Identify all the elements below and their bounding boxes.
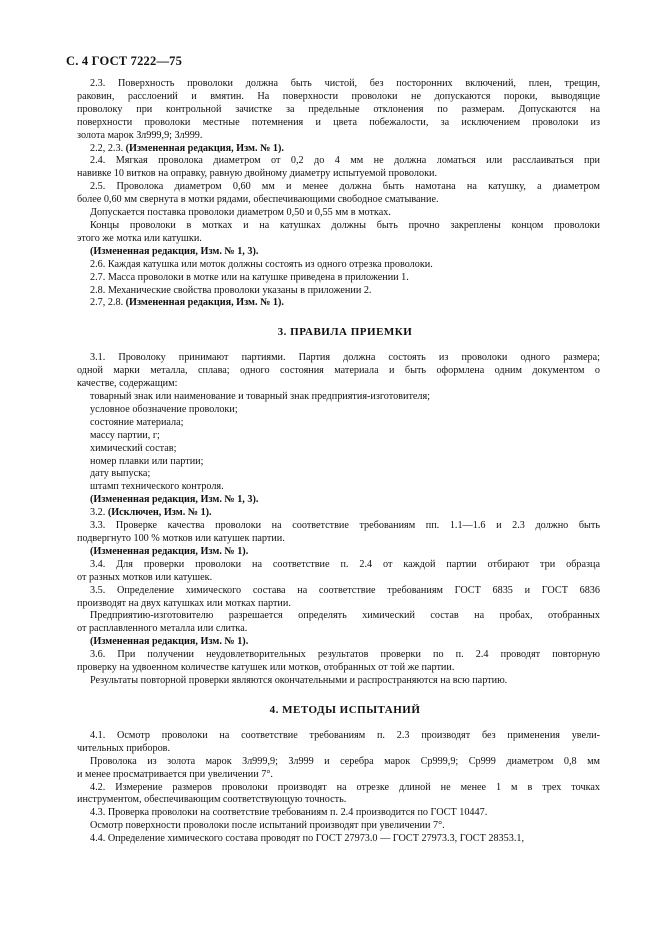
text-line: 4.1. Осмотр проволоки на соответствие требованиям п. 2.3 производят без применения увели-: [90, 729, 600, 741]
amendment-prefix: 2.2, 2.3.: [90, 142, 124, 154]
clause-2-7: 2.7. Масса проволоки в мотке или на катушке приведена в приложении 1.: [90, 271, 409, 283]
list-item: условное обозначение проволоки;: [90, 403, 238, 415]
amendment-note: [90, 297, 600, 310]
clause-2-3: [77, 78, 600, 143]
clause-3-1: [77, 352, 600, 391]
amendment-note: (Измененная редакция, Изм. № 1, 3).: [90, 494, 259, 506]
text-line: 3.1. Проволоку принимают партиями. Партия должна состоять из проволоки одного размера;: [90, 352, 600, 364]
amendment-text: (Измененная редакция, Изм. № 1).: [125, 142, 284, 154]
list-item: номер плавки или партии;: [90, 455, 204, 467]
text-line: навивке 10 витков на оправку, равную двойному диаметру испытуемой проволоки.: [77, 168, 438, 180]
text-line: 3.5. Определение химического состава на соответствие требованиям ГОСТ 6835 и ГОСТ 6836: [90, 584, 600, 596]
paragraph-allowed: [77, 610, 600, 636]
clause-status: (Исключен, Изм. № 1).: [107, 507, 212, 519]
paragraph: Допускается поставка проволоки диаметром 0,50 и 0,55 мм в мотках.: [90, 207, 391, 219]
page-header: С. 4 ГОСТ 7222—75: [66, 54, 183, 68]
clause-3-6: [77, 649, 600, 675]
text-line: проволоку при контрольной зачистке за предельные отклонения по размерам. Допускаются на: [77, 103, 600, 115]
text-line: Предприятию-изготовителю разрешается определять химический состав на пробах, отобранных: [90, 610, 600, 622]
paragraph-ends: [77, 219, 600, 246]
clause-2-4: [77, 155, 600, 181]
text-line: 4.2. Измерение размеров проволоки производят на отрезке длиной не менее 1 м в трех точках: [90, 781, 600, 793]
document-contents-list: [90, 391, 600, 494]
clause-4-4: 4.4. Определение химического состава проводят по ГОСТ 27973.0 — ГОСТ 27973.3, ГОСТ 28353.1,: [90, 833, 525, 845]
text-line: 3.6. При получении неудовлетворительных результатов проверки по п. 2.4 проводят повторную: [90, 649, 600, 661]
text-line: золота марок Зл999,9; Зл999.: [77, 129, 203, 141]
paragraph-inspect: Осмотр поверхности проволоки после испытаний производят при увеличении 7°.: [90, 820, 445, 832]
text-line: от расплавленного металла или слитка.: [77, 623, 248, 635]
text-line: и менее просматривается при увеличении 7°.: [77, 768, 273, 780]
text-line: более 0,60 мм свернута в мотки рядами, обеспечивающими свободное сматывание.: [77, 194, 439, 206]
clause-3-4: [77, 558, 600, 585]
list-item: массу партии, г;: [90, 429, 160, 441]
amendment-text: (Измененная редакция, Изм. № 1).: [125, 297, 284, 309]
clause-3-2: [90, 507, 600, 520]
clause-4-1: [77, 729, 600, 756]
text-line: качестве, содержащим:: [77, 378, 178, 390]
document-body: [77, 78, 600, 846]
amendment-note: (Измененная редакция, Изм. № 1, 3).: [90, 245, 259, 257]
text-line: 3.3. Проверке качества проволоки на соответствие требованиям пп. 1.1—1.6 и 2.3 должно быть: [90, 520, 600, 532]
amendment-note: (Измененная редакция, Изм. № 1).: [90, 636, 249, 648]
list-item: штамп технического контроля.: [90, 481, 224, 493]
clause-4-2: [77, 781, 600, 808]
text-line: Проволока из золота марок Зл999,9; Зл999 и серебра марок Ср999,9; Ср999 диаметром 0,8 мм: [90, 755, 600, 767]
section-title: 3. ПРАВИЛА ПРИЕМКИ: [277, 326, 413, 339]
text-line: одной марки металла, сплава; одного состояния материала и быть оформлена одним документом о: [77, 365, 600, 377]
paragraph-gold: [77, 755, 600, 782]
clause-3-3: [77, 520, 600, 546]
text-line: от разных мотков или катушек.: [77, 571, 213, 583]
text-line: раковин, расслоений и вмятин. На поверхности проволоки не допускаются пороки, выводящие: [77, 90, 600, 102]
amendment-note: [90, 143, 600, 156]
clause-4-3: 4.3. Проверка проволоки на соответствие требованиям п. 2.4 производится по ГОСТ 10447.: [90, 807, 488, 819]
section-title: 4. МЕТОДЫ ИСПЫТАНИЙ: [269, 703, 421, 716]
text-line: 2.5. Проволока диаметром 0,60 мм и менее должна быть намотана на катушку, а диаметром: [90, 181, 600, 193]
text-line: инструментом, обеспечивающим соответствующую точность.: [77, 794, 347, 806]
clause-3-5: [77, 584, 600, 611]
text-line: подвергнуто 100 % мотков или катушек партии.: [77, 533, 285, 544]
list-item: состояние материала;: [90, 416, 184, 428]
clause-number: 3.2.: [90, 507, 106, 519]
list-item: химический состав;: [90, 442, 177, 454]
clause-2-5: [77, 181, 600, 207]
paragraph-final: Результаты повторной проверки являются окончательными и распространяются на всю партию.: [90, 674, 508, 686]
text-line: этого же мотка или катушки.: [77, 232, 202, 244]
list-item: дату выпуска;: [90, 468, 151, 480]
text-line: 2.4. Мягкая проволока диаметром от 0,2 до 4 мм не должна ломаться или расслаиваться при: [90, 155, 600, 167]
text-line: 3.4. Для проверки проволоки на соответствие п. 2.4 от каждой партии отбирают три образца: [90, 558, 600, 570]
text-line: 2.3. Поверхность проволоки должна быть чистой, без посторонних включений, плен, трещин,: [90, 78, 600, 89]
list-item: товарный знак или наименование и товарный знак предприятия-изготовителя;: [90, 391, 431, 403]
text-line: Концы проволоки в мотках и на катушках должны быть прочно закреплены концом проволоки: [90, 219, 600, 231]
text-line: проверку на удвоенном количестве катушек или мотков, отобранных от той же партии.: [77, 662, 455, 674]
text-line: поверхности проволоки местные потемнения и цвета побежалости, за исключением проволоки из: [77, 116, 600, 128]
text-line: чительных приборов.: [77, 742, 171, 754]
text-line: производят на двух катушках или мотках партии.: [77, 597, 291, 609]
amendment-note: (Измененная редакция, Изм. № 1).: [90, 545, 249, 557]
amendment-prefix: 2.7, 2.8.: [90, 297, 124, 309]
clause-2-8: 2.8. Механические свойства проволоки указаны в приложении 2.: [90, 284, 372, 296]
clause-2-6: 2.6. Каждая катушка или моток должны состоять из одного отрезка проволоки.: [90, 258, 433, 270]
